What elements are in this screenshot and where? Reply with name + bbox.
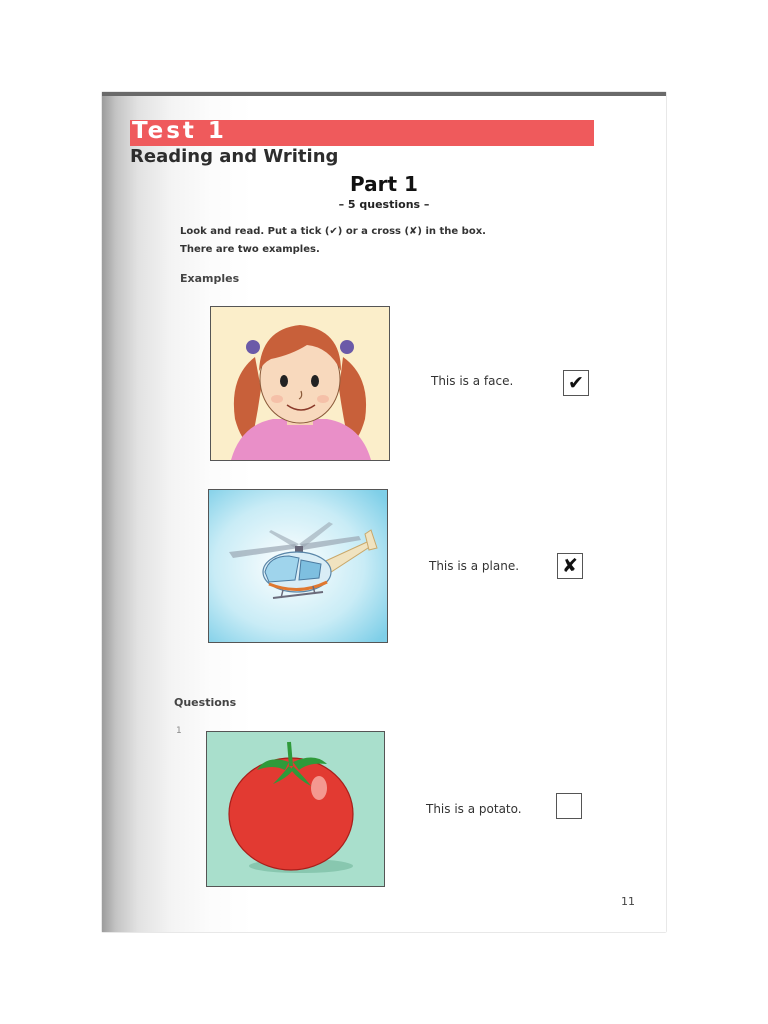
question-1-sentence: This is a potato.: [426, 802, 522, 816]
example-2-answer-box[interactable]: ✘: [557, 553, 583, 579]
section-title: Reading and Writing: [130, 146, 339, 167]
part-subtitle: – 5 questions –: [338, 198, 430, 211]
questions-heading: Questions: [174, 696, 237, 709]
part-title: Part 1: [350, 172, 418, 196]
example-1-answer-box[interactable]: ✔: [563, 370, 589, 396]
workbook-page: [102, 92, 666, 932]
question-1-number: 1: [176, 726, 182, 736]
instructions-line-2: There are two examples.: [180, 244, 320, 255]
tomato-picture: [207, 732, 384, 886]
helicopter-picture: [209, 490, 387, 642]
test-label: Test 1: [132, 118, 227, 144]
example-1-sentence: This is a face.: [431, 374, 514, 388]
page-number: 11: [621, 895, 635, 908]
instructions-line-1: Look and read. Put a tick (✔) or a cross (✘) in the box.: [180, 226, 486, 237]
question-1-answer-box[interactable]: [556, 793, 582, 819]
examples-heading: Examples: [180, 272, 240, 285]
example-2-sentence: This is a plane.: [429, 559, 520, 573]
girl-face-picture: [211, 307, 389, 460]
